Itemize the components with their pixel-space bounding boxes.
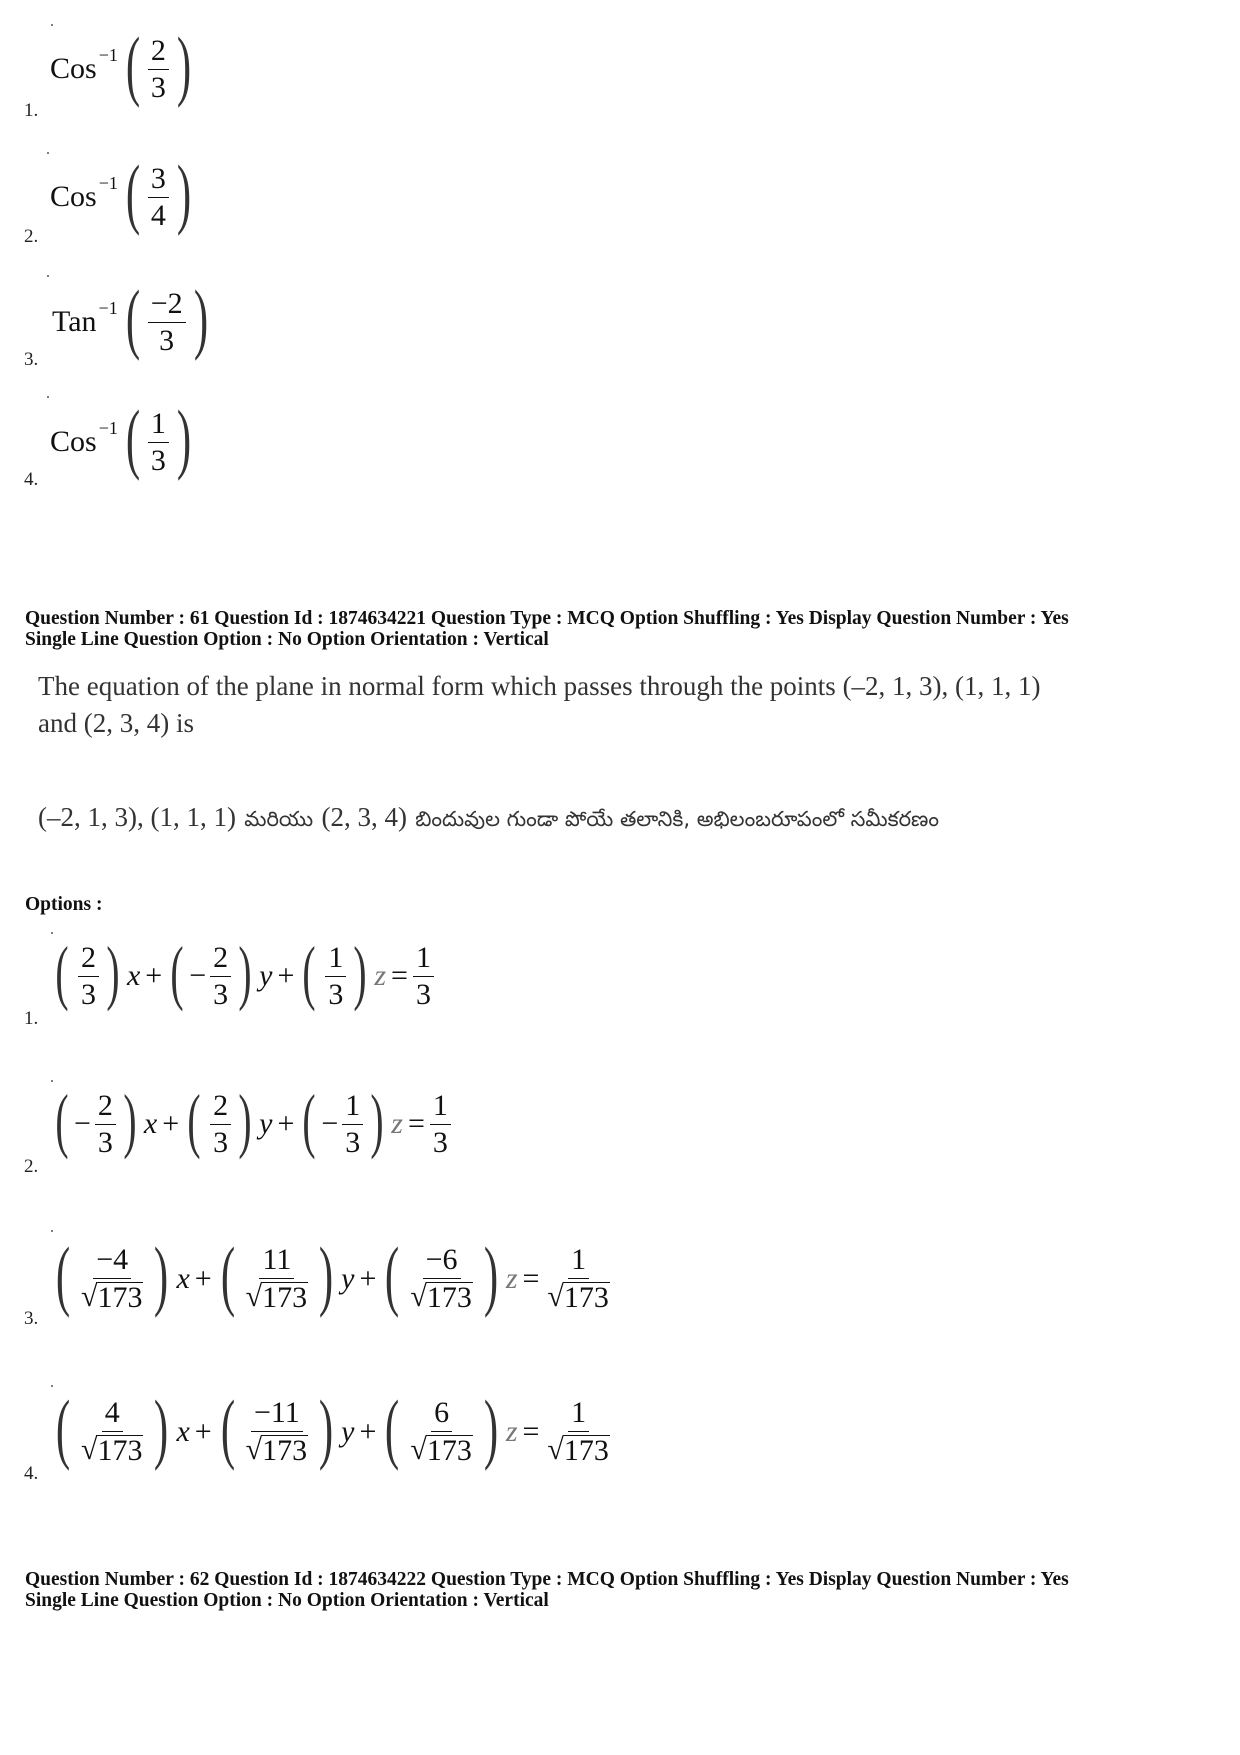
denominator: 173 [262,1281,308,1314]
numerator: 1 [568,1398,589,1432]
numerator: 1 [413,943,434,977]
question-meta-line2: Single Line Question Option : No Option Orientation : Vertical [25,1590,549,1611]
radical-denominator [407,1432,475,1466]
left-paren: ( [55,1080,69,1160]
denominator: 3 [80,977,96,1011]
denominator: 3 [97,1125,113,1159]
option-marker-dot [51,1385,53,1387]
options-label: Options : [25,894,103,915]
right-paren: ) [176,21,191,108]
question-meta [25,608,1069,650]
denominator: 173 [262,1434,308,1467]
inverse-trig-expression [50,21,197,108]
numerator: −4 [93,1245,131,1279]
numerator: −11 [251,1398,303,1432]
radical-denominator [544,1432,612,1466]
denominator: 3 [328,977,344,1011]
sqrt-sign: √ [547,1280,564,1313]
function-name: Tan [52,305,97,338]
option-marker-dot [51,932,53,934]
left-paren: ( [220,1231,235,1318]
denominator: 173 [563,1281,609,1314]
plus: + [359,1262,377,1295]
coefficient-x [78,1245,146,1313]
left-paren: ( [170,932,184,1012]
rhs-fraction [544,1398,612,1466]
coefficient-y [210,1088,231,1159]
telugu-rest: బిందువుల గుండా పోయే తలానికి, అభిలంబరూపంలో సమీకరణం [415,807,940,831]
option-number: 4. [24,1463,39,1484]
coefficient-y [243,1398,311,1466]
fraction [148,161,169,232]
question-meta-line2: Single Line Question Option : No Option Orientation : Vertical [25,629,549,650]
question-62-meta [25,1569,1069,1611]
option-marker-dot [51,1230,53,1232]
sqrt-sign: √ [80,1433,98,1466]
numerator: 1 [430,1091,451,1125]
var-y: y [341,1262,355,1295]
denominator: 3 [213,1125,229,1159]
coefficient-x [95,1088,116,1159]
telugu-points-b: (2, 3, 4) [321,802,407,832]
radical-denominator [243,1279,311,1313]
right-paren: ) [123,1080,137,1160]
var-z: z [374,959,387,992]
right-paren: ) [176,394,191,481]
question-meta-line1: Question Number : 61 Question Id : 1874634221 Question Type : MCQ Option Shuffling : Yes Display Question Number : Yes [25,608,1069,629]
right-paren: ) [353,932,367,1012]
plane-equation [50,932,436,1012]
coefficient-z [407,1398,475,1466]
sqrt-sign: √ [547,1433,564,1466]
fraction [148,406,169,477]
question-text-telugu [38,802,939,837]
denominator: 3 [345,1125,361,1159]
right-paren: ) [154,1231,169,1318]
equals: = [407,1107,425,1140]
question-text-line1: The equation of the plane in normal form which passes through the points (–2, 1, 3), (1, 1, 1) [38,671,1041,701]
coefficient-y [243,1245,311,1313]
option-marker-dot [51,1080,53,1082]
numerator: 1 [342,1091,363,1125]
rhs-fraction [430,1088,451,1159]
coefficient-x [78,940,99,1011]
exponent: −1 [98,297,118,318]
denominator: 3 [159,323,175,357]
option-number: 1. [24,1008,39,1029]
numerator: 6 [431,1398,452,1432]
question-text-line2: and (2, 3, 4) is [38,708,194,738]
coef-sign: − [73,1107,91,1140]
var-x: x [143,1107,158,1140]
rhs-fraction [544,1245,612,1313]
inverse-trig-expression [50,149,197,236]
plus: + [277,959,295,992]
denominator: 4 [150,198,166,232]
function-name: Cos [50,425,97,458]
fraction [148,33,169,104]
exponent: −1 [98,172,118,193]
telugu-points-a: (–2, 1, 3), (1, 1, 1) [38,802,236,832]
sqrt-sign: √ [245,1433,263,1466]
option-marker-dot [51,24,53,26]
right-paren: ) [318,1231,334,1318]
var-y: y [341,1415,355,1448]
coefficient-z [407,1245,475,1313]
plus: + [194,1415,212,1448]
fraction [148,286,186,357]
equals: = [522,1415,540,1448]
plane-equation [50,1231,615,1318]
left-paren: ( [385,1231,400,1318]
left-paren: ( [220,1384,235,1471]
option-number: 4. [24,469,39,490]
left-paren: ( [125,274,140,361]
right-paren: ) [238,1080,252,1160]
left-paren: ( [55,1384,71,1471]
question-meta-line1: Question Number : 62 Question Id : 1874634222 Question Type : MCQ Option Shuffling : Yes Display Question Number : Yes [25,1569,1069,1590]
coefficient-z [325,940,346,1011]
option-marker-dot [47,275,49,277]
var-x: x [126,959,141,992]
right-paren: ) [238,932,252,1012]
numerator: 3 [148,164,169,198]
option-number: 2. [24,226,39,247]
coef-sign: − [189,959,207,992]
telugu-word-and: మరియు [244,807,314,831]
option-number: 2. [24,1156,39,1177]
left-paren: ( [302,932,316,1012]
numerator: −2 [148,289,186,323]
right-paren: ) [318,1384,334,1471]
inverse-trig-expression [50,394,197,481]
numerator: 11 [259,1245,294,1279]
plus: + [194,1262,212,1295]
denominator: 3 [432,1125,448,1159]
radical-denominator [78,1279,146,1313]
denominator: 3 [213,977,229,1011]
option-number: 3. [24,349,39,370]
equals: = [391,959,408,992]
left-paren: ( [55,932,69,1012]
option-marker-dot [47,396,49,398]
var-z: z [505,1415,518,1448]
plus: + [277,1107,295,1140]
radical-denominator [407,1279,475,1313]
denominator: 173 [97,1281,143,1314]
var-y: y [259,959,273,992]
coefficient-x [78,1398,146,1466]
equals: = [522,1262,540,1295]
left-paren: ( [125,149,140,236]
left-paren: ( [385,1384,400,1471]
plus: + [145,959,163,992]
right-paren: ) [176,149,191,236]
radical-denominator [78,1432,146,1466]
numerator: 2 [210,1091,231,1125]
right-paren: ) [106,932,120,1012]
plane-equation [50,1384,615,1471]
var-z: z [505,1262,518,1295]
denominator: 173 [426,1281,472,1314]
sqrt-sign: √ [410,1433,427,1466]
radical-denominator [243,1432,311,1466]
numerator: 4 [102,1398,123,1432]
numerator: 2 [210,943,231,977]
sqrt-sign: √ [410,1280,427,1313]
numerator: −6 [423,1245,461,1279]
right-paren: ) [483,1384,498,1471]
radical-denominator [544,1279,612,1313]
denominator: 173 [426,1434,472,1467]
left-paren: ( [55,1231,71,1318]
var-y: y [259,1107,273,1140]
right-paren: ) [483,1231,498,1318]
option-number: 3. [24,1308,39,1329]
coefficient-y [210,940,231,1011]
right-paren: ) [370,1080,384,1160]
numerator: 1 [325,943,346,977]
var-x: x [176,1415,190,1448]
denominator: 173 [563,1434,609,1467]
plane-equation [50,1080,453,1160]
function-name: Cos [50,180,97,213]
numerator: 2 [95,1091,116,1125]
left-paren: ( [125,21,140,108]
numerator: 1 [568,1245,589,1279]
exponent: −1 [98,44,118,65]
plus: + [162,1107,180,1140]
sqrt-sign: √ [245,1280,263,1313]
numerator: 1 [148,409,169,443]
left-paren: ( [302,1080,316,1160]
denominator: 3 [150,443,166,477]
var-z: z [391,1107,403,1140]
function-name: Cos [50,52,97,85]
right-paren: ) [193,274,208,361]
option-marker-dot [47,152,49,154]
rhs-fraction [413,940,434,1011]
plus: + [359,1415,377,1448]
denominator: 3 [415,977,431,1011]
exponent: −1 [98,417,118,438]
denominator: 173 [97,1434,143,1467]
left-paren: ( [187,1080,201,1160]
right-paren: ) [154,1384,169,1471]
sqrt-sign: √ [80,1280,98,1313]
left-paren: ( [125,394,140,481]
option-number: 1. [24,100,39,121]
numerator: 2 [148,36,169,70]
numerator: 2 [78,943,99,977]
var-x: x [176,1262,190,1295]
coef-sign: − [321,1107,339,1140]
coefficient-z [342,1088,363,1159]
denominator: 3 [150,70,166,104]
inverse-trig-expression [52,274,214,361]
question-text [38,668,1041,742]
